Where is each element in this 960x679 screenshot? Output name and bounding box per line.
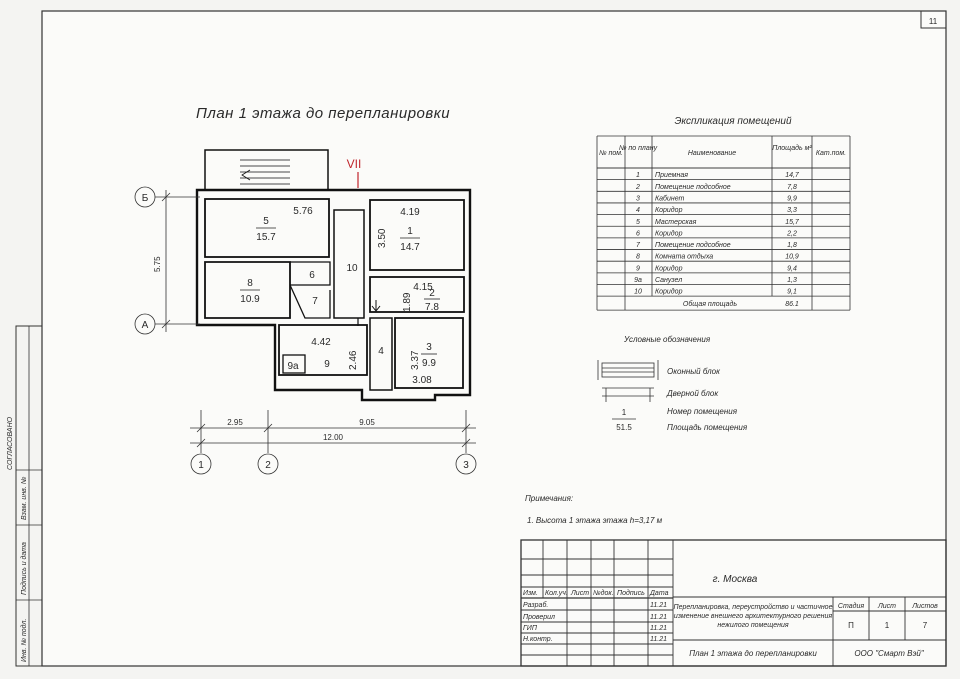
expl-row-num: 6 xyxy=(636,230,640,238)
sheet-frame xyxy=(42,11,946,666)
expl-row-name: Коридор xyxy=(655,207,683,215)
room-5-area: 15.7 xyxy=(256,232,276,243)
expl-row-num: 7 xyxy=(636,242,640,250)
room-1-dim2: 3.50 xyxy=(377,228,388,248)
room-3-area: 9.9 xyxy=(422,358,436,369)
expl-row-name: Коридор xyxy=(655,230,683,238)
room-3-dim2: 3.08 xyxy=(412,375,432,386)
expl-row-area: 15,7 xyxy=(785,218,799,226)
room-1-number: 1 xyxy=(407,226,413,237)
expl-row-num: 4 xyxy=(636,207,640,215)
expl-row-num: 9 xyxy=(636,265,640,273)
expl-row-area: 1,8 xyxy=(787,242,797,250)
expl-row-area: 7,8 xyxy=(787,183,797,191)
stamp-person-gip: ГИП xyxy=(523,625,537,632)
room-1-area: 14.7 xyxy=(400,242,420,253)
axis-1: 1 xyxy=(198,460,204,471)
expl-header-cat: Кат.пом. xyxy=(815,150,847,157)
expl-row-area: 10,9 xyxy=(785,253,799,261)
expl-row-area: 9,9 xyxy=(787,195,797,203)
stamp-date-razrab: 11.21 xyxy=(650,602,667,609)
expl-row-num: 3 xyxy=(636,195,640,203)
room-8-area: 10.9 xyxy=(240,294,260,305)
expl-row-name: Комната отдыха xyxy=(655,253,714,261)
inv-replace-label: Взам. инв. № xyxy=(21,476,28,520)
expl-row-name: Санузел xyxy=(655,277,683,284)
room-4-number: 4 xyxy=(378,346,384,357)
dim-total: 12.00 xyxy=(322,433,344,442)
room-9a-number: 9a xyxy=(287,361,299,372)
legend-area-example: 51.5 xyxy=(616,423,632,432)
stamp-sheet-val: 1 xyxy=(884,621,890,630)
section-mark: VII xyxy=(346,157,362,171)
room-2-area: 7.8 xyxy=(425,302,439,313)
stamp-person-proveril: Проверил xyxy=(523,614,555,621)
expl-row-name: Коридор xyxy=(655,265,683,273)
stamp-stage-hdr: Стадия xyxy=(837,603,865,610)
stamp-date-gip: 11.21 xyxy=(650,625,667,632)
room-2-number: 2 xyxy=(429,288,435,299)
dim-9-05: 9.05 xyxy=(359,418,375,427)
expl-header-name: Наименование xyxy=(687,150,737,157)
axis-2: 2 xyxy=(265,460,271,471)
sheet-number: 11 xyxy=(928,17,938,26)
stamp-date-proveril: 11.21 xyxy=(650,614,667,621)
stamp-hdr-koluch: Кол.уч. xyxy=(545,590,568,597)
expl-row-name: Помещение подсобное xyxy=(655,183,731,191)
legend-title: Условные обозначения xyxy=(624,335,711,344)
stamp-hdr-podpis: Подпись xyxy=(617,590,645,597)
room-3-dim: 3.37 xyxy=(410,350,421,370)
expl-row-num: 8 xyxy=(636,253,640,261)
stamp-company: ООО "Смарт Вэй" xyxy=(854,649,924,658)
stamp-stage-val: П xyxy=(848,621,854,630)
notes-line: 1. Высота 1 этажа этажа h=3,17 м xyxy=(527,516,663,525)
expl-row-name: Помещение подсобное xyxy=(655,242,731,250)
expl-row-area: 3,3 xyxy=(787,207,797,215)
stamp-project-2: изменение внешнего архитектурного решения xyxy=(673,613,833,620)
room-5-dim: 5.76 xyxy=(293,206,313,217)
notes-title: Примечания: xyxy=(525,494,574,503)
room-5-number: 5 xyxy=(263,216,269,227)
inv-original-label: Инв. № подл. xyxy=(21,618,28,662)
axis-a: А xyxy=(141,320,149,331)
expl-row-area: 2,2 xyxy=(787,230,797,238)
expl-row-num: 9а xyxy=(634,277,642,284)
sign-date-label: Подпись и дата xyxy=(21,542,28,595)
expl-row-name: Коридор xyxy=(655,288,683,296)
expl-row-area: 14,7 xyxy=(785,172,799,180)
stamp-sheets-hdr: Листов xyxy=(912,603,938,610)
legend-num-example: 1 xyxy=(621,408,627,417)
stamp-sheets-val: 7 xyxy=(922,621,928,630)
axis-b: Б xyxy=(141,193,149,204)
room-8-number: 8 xyxy=(247,278,253,289)
room-6-number: 6 xyxy=(309,270,315,281)
expl-row-area: 9,1 xyxy=(787,288,797,296)
legend-door: Дверной блок xyxy=(667,389,719,398)
stamp-hdr-data: Дата xyxy=(650,590,669,597)
room-1-dim: 4.19 xyxy=(400,207,420,218)
room-10-number: 10 xyxy=(346,263,358,274)
expl-row-num: 10 xyxy=(634,288,642,296)
side-stamp xyxy=(7,326,42,666)
stamp-sheet-hdr: Лист xyxy=(877,603,897,610)
expl-row-name: Кабинет xyxy=(655,195,685,203)
room-3-number: 3 xyxy=(426,342,432,353)
room-9-dim: 4.42 xyxy=(311,337,331,348)
stamp-hdr-list: Лист xyxy=(571,590,590,597)
dim-2-95: 2.95 xyxy=(227,418,243,427)
expl-header-num: № пом. xyxy=(598,150,624,157)
expl-row-num: 2 xyxy=(636,183,640,191)
stamp-hdr-izm: Изм. xyxy=(523,590,538,597)
room-7-number: 7 xyxy=(312,296,318,307)
legend-room-num: Номер помещения xyxy=(667,407,737,416)
stamp-project-3: нежилого помещения xyxy=(717,622,789,629)
expl-total-value: 86.1 xyxy=(785,301,799,309)
expl-total-label: Общая площадь xyxy=(682,301,738,309)
room-2-dim2: 1.89 xyxy=(402,292,413,312)
expl-row-area: 9,4 xyxy=(787,265,797,273)
legend-window: Оконный блок xyxy=(667,367,720,376)
approved-label: СОГЛАСОВАНО xyxy=(7,416,14,470)
room-9-number: 9 xyxy=(324,359,330,370)
stamp-project-1: Перепланировка, переустройство и частичное xyxy=(673,604,833,611)
axis-3: 3 xyxy=(463,460,469,471)
stamp-date-nkontr: 11.21 xyxy=(650,636,667,643)
expl-header-area: Площадь м² xyxy=(772,145,812,152)
stamp-person-razrab: Разраб. xyxy=(523,602,549,609)
explication-title: Экспликация помещений xyxy=(674,116,792,127)
expl-header-plan: № по плану xyxy=(618,145,658,152)
expl-row-area: 1,3 xyxy=(787,277,797,284)
stamp-city: г. Москва xyxy=(712,574,758,585)
expl-row-name: Приемная xyxy=(655,172,688,180)
expl-row-num: 1 xyxy=(636,172,640,180)
room-9-dim2: 2.46 xyxy=(348,350,359,370)
expl-row-name: Мастерская xyxy=(655,218,697,226)
stamp-person-nkontr: Н.контр. xyxy=(523,636,553,643)
expl-row-num: 5 xyxy=(636,218,640,226)
plan-title: План 1 этажа до перепланировки xyxy=(196,105,451,122)
stamp-hdr-ndoc: №док. xyxy=(593,590,614,597)
legend-room-area: Площадь помещения xyxy=(667,423,748,432)
stamp-sheet-name: План 1 этажа до перепланировки xyxy=(689,649,817,658)
room-2-dim: 4.15 xyxy=(413,282,433,293)
row-span-dim: 5.75 xyxy=(153,256,162,272)
